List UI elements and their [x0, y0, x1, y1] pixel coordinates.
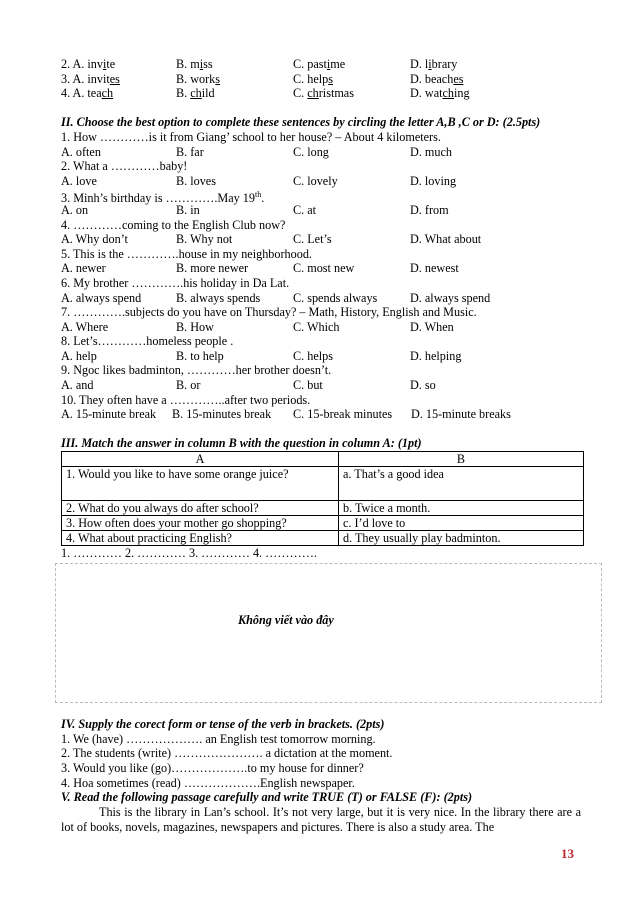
question-number: 4.: [61, 86, 73, 101]
column-b-cell: c. I’d love to: [339, 516, 584, 531]
underlined-sound: ch: [442, 86, 455, 101]
option-a[interactable]: [61, 57, 176, 72]
superscript: th: [254, 190, 262, 200]
option-c[interactable]: C. Which: [293, 319, 340, 334]
pronunciation-section: [61, 57, 581, 101]
pronunciation-row: [61, 86, 581, 101]
column-b-cell: a. That’s a good idea: [339, 467, 584, 501]
option-text: D. beach: [410, 71, 454, 86]
verb-question: 3. Would you like (go)……………….to my house for dinner?: [61, 761, 364, 775]
option-a[interactable]: A. Where: [61, 319, 109, 334]
table-row: [62, 501, 584, 516]
question-text: [61, 334, 581, 349]
underlined-sound: i: [102, 57, 107, 71]
question-text: [61, 276, 581, 291]
option-b[interactable]: B. loves: [176, 173, 216, 188]
option-d[interactable]: D. 15-minute breaks: [411, 407, 511, 422]
option-d[interactable]: [410, 72, 540, 87]
column-a-cell: 4. What about practicing English?: [62, 531, 339, 546]
table-row: [62, 516, 584, 531]
question-text: [61, 393, 581, 408]
option-c[interactable]: [293, 72, 410, 87]
option-d[interactable]: D. helping: [410, 348, 462, 363]
option-b[interactable]: B. or: [176, 378, 201, 393]
option-text: B. m: [176, 57, 200, 71]
option-b[interactable]: B. 15-minutes break: [172, 407, 272, 422]
option-c[interactable]: C. 15-break minutes: [293, 407, 393, 422]
options-row: [61, 378, 581, 393]
option-a[interactable]: [61, 86, 176, 101]
option-text: C. help: [293, 71, 329, 86]
question-stem: 7. ………….subjects do you have on Thursday? – Math, History, English and Music.: [61, 305, 477, 320]
worksheet-page: [61, 57, 581, 835]
column-b-cell: d. They usually play badminton.: [339, 531, 584, 546]
option-d[interactable]: [410, 86, 540, 101]
underlined-sound: es: [453, 71, 464, 86]
option-text: ild: [201, 86, 215, 101]
question-stem: 10. They often have a …………..after two periods.: [61, 392, 311, 407]
table-row: [62, 467, 584, 501]
question-stem: 6. My brother ………….his holiday in Da Lat.: [61, 275, 290, 290]
underlined-sound: s: [215, 71, 221, 86]
option-d[interactable]: D. always spend: [410, 290, 491, 305]
option-c[interactable]: [293, 57, 410, 72]
column-a-cell: 1. Would you like to have some orange juice?: [62, 467, 339, 501]
option-a[interactable]: A. love: [61, 173, 97, 188]
no-write-box: [55, 563, 602, 703]
question-stem: 9. Ngoc likes badminton, …………her brother doesn’t.: [61, 363, 332, 378]
options-row: [61, 203, 581, 218]
column-b-cell: b. Twice a month.: [339, 501, 584, 516]
option-a[interactable]: A. always spend: [61, 290, 142, 305]
option-b[interactable]: [176, 57, 293, 72]
underlined-sound: ch: [307, 86, 319, 101]
spacer: [61, 422, 581, 437]
question-stem: 2. What a …………baby!: [61, 159, 188, 174]
option-d[interactable]: D. newest: [410, 261, 459, 276]
question-stem: 3. Minh’s birthday is ………….May 19: [61, 191, 255, 206]
option-b[interactable]: B. Why not: [176, 232, 233, 247]
section-5-title: V. Read the following passage carefully and write TRUE (T) or FALSE (F): (2pts): [61, 790, 473, 805]
question-number: 2.: [61, 57, 73, 71]
option-text: D. l: [410, 57, 429, 71]
option-text: ristmas: [318, 86, 354, 101]
option-text: A. invit: [72, 71, 110, 86]
column-a-header: A: [62, 452, 339, 467]
option-text: brary: [431, 57, 458, 71]
section-4-title: IV. Supply the corect form or tense of the verb in brackets. (2pts): [61, 717, 385, 732]
underlined-sound: ch: [190, 86, 202, 101]
option-c[interactable]: C. spends always: [293, 290, 378, 305]
matching-table: [61, 451, 584, 546]
question-text: [61, 188, 581, 206]
option-c[interactable]: C. Let’s: [293, 232, 332, 247]
option-a[interactable]: A. Why don’t: [61, 232, 128, 247]
question-stem: 8. Let’s…………homeless people .: [61, 334, 234, 349]
option-c[interactable]: C. at: [293, 202, 317, 217]
option-c[interactable]: [293, 86, 410, 101]
question-text: [61, 363, 581, 378]
no-write-label: Không viết vào đây: [238, 612, 334, 627]
multiple-choice-section: [61, 130, 581, 422]
option-b[interactable]: B. How: [176, 319, 214, 334]
option-c[interactable]: C. but: [293, 378, 323, 393]
option-a[interactable]: A. help: [61, 348, 97, 363]
section-2-title: II. Choose the best option to complete these sentences by circling the letter A,B ,C or D: (2.5pts): [61, 115, 541, 130]
option-c[interactable]: C. lovely: [293, 173, 338, 188]
options-row: [61, 174, 581, 189]
option-text: ss: [203, 57, 213, 71]
underlined-sound: es: [109, 71, 120, 86]
pronunciation-row: [61, 57, 581, 72]
pronunciation-row: [61, 72, 581, 87]
question-text: [61, 218, 581, 233]
option-a[interactable]: A. and: [61, 378, 94, 393]
options-row: [61, 407, 581, 422]
matching-answer-line[interactable]: 1. ………… 2. ………… 3. ………… 4. ………….: [61, 546, 317, 561]
question-stem: 1. How …………is it from Giang’ school to her house? – About 4 kilometers.: [61, 129, 441, 144]
spacer: [61, 703, 581, 718]
option-d[interactable]: D. What about: [410, 232, 482, 247]
options-row: [61, 349, 581, 364]
option-text: B.: [176, 86, 191, 101]
section-3-title: III. Match the answer in column B with the question in column A: (1pt): [61, 436, 422, 451]
column-a-cell: 2. What do you always do after school?: [62, 501, 339, 516]
option-b[interactable]: [176, 86, 293, 101]
option-c[interactable]: C. helps: [293, 348, 333, 363]
option-text: B. work: [176, 71, 216, 86]
option-b[interactable]: B. to help: [176, 348, 224, 363]
column-b-header: B: [339, 452, 584, 467]
option-b[interactable]: B. more newer: [176, 261, 249, 276]
options-row: [61, 261, 581, 276]
option-a[interactable]: [61, 72, 176, 87]
reading-passage: This is the library in Lan’s school. It’s not very large, but it is very nice. In the library there are a lot of books, novels, magazines, newspapers and pictures. There is also a study area. The: [61, 804, 581, 834]
option-text: D. wat: [410, 86, 443, 101]
question-text: [61, 247, 581, 262]
option-d[interactable]: D. from: [410, 202, 449, 217]
option-b[interactable]: B. in: [176, 202, 200, 217]
verb-question: 4. Hoa sometimes (read) ……………….English newspaper.: [61, 775, 355, 790]
option-b[interactable]: [176, 72, 293, 87]
table-row: [62, 531, 584, 546]
option-text: C. past: [293, 57, 327, 71]
option-a[interactable]: A. on: [61, 202, 89, 217]
options-row: [61, 145, 581, 160]
question-text: [61, 130, 581, 145]
options-row: [61, 291, 581, 306]
option-c[interactable]: C. long: [293, 144, 329, 159]
page-number: 13: [561, 846, 574, 861]
underlined-sound: i: [326, 57, 331, 71]
verb-question: 1. We (have) ………………. an English test tomorrow morning.: [61, 731, 376, 746]
question-end: .: [261, 191, 265, 206]
option-text: me: [330, 57, 346, 71]
option-d[interactable]: [410, 57, 540, 72]
question-stem: 4. …………coming to the English Club now?: [61, 217, 286, 232]
column-a-cell: 3. How often does your mother go shopping?: [62, 516, 339, 531]
option-text: ing: [454, 86, 470, 101]
question-text: [61, 305, 581, 320]
underlined-sound: ch: [101, 86, 114, 101]
option-c[interactable]: C. most new: [293, 261, 355, 276]
underlined-sound: i: [428, 57, 432, 71]
option-a[interactable]: A. 15-minute break: [61, 407, 157, 422]
option-d[interactable]: D. much: [410, 144, 452, 159]
option-text: A. inv: [72, 57, 103, 71]
underlined-sound: s: [328, 71, 333, 86]
question-stem: 5. This is the ………….house in my neighborhood.: [61, 246, 312, 261]
option-a[interactable]: A. newer: [61, 261, 106, 276]
option-d[interactable]: D. When: [410, 319, 454, 334]
question-text: [61, 159, 581, 174]
option-text: A. tea: [72, 86, 102, 101]
option-text: C.: [293, 86, 308, 101]
question-number: 3.: [61, 71, 73, 86]
option-a[interactable]: A. often: [61, 144, 101, 159]
option-b[interactable]: B. always spends: [176, 290, 261, 305]
option-b[interactable]: B. far: [176, 144, 204, 159]
options-row: [61, 232, 581, 247]
option-text: te: [106, 57, 116, 71]
option-d[interactable]: D. loving: [410, 173, 457, 188]
underlined-sound: i: [199, 57, 204, 71]
spacer: [61, 101, 581, 116]
option-d[interactable]: D. so: [410, 378, 436, 393]
options-row: [61, 320, 581, 335]
verb-question: 2. The students (write) …………………. a dictation at the moment.: [61, 746, 393, 761]
